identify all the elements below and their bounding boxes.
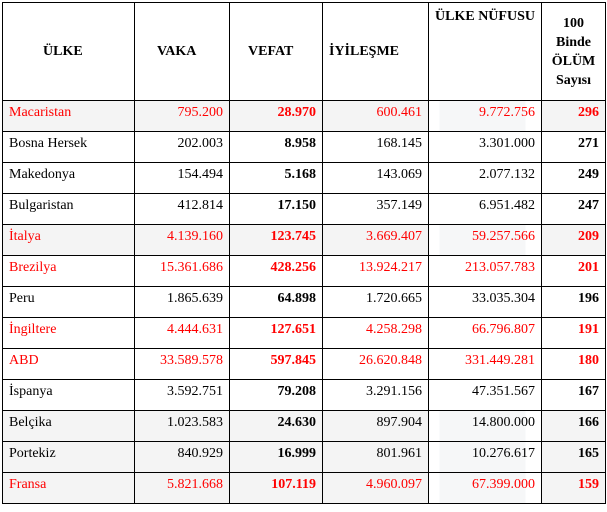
table-row	[3, 349, 606, 380]
population-cell: 3.301.000	[429, 132, 542, 163]
header-deaths: VEFAT	[230, 3, 323, 101]
recovered-cell: 143.069	[323, 163, 429, 194]
covid-statistics-table	[2, 2, 606, 504]
table-row	[3, 473, 606, 504]
recovered-cell: 1.720.665	[323, 287, 429, 318]
population-cell: 331.449.281	[429, 349, 542, 380]
table-row	[3, 132, 606, 163]
deaths-per-100k-cell: 166	[542, 411, 606, 442]
country-cell: Macaristan	[3, 101, 135, 132]
deaths-cell: 16.999	[230, 442, 323, 473]
table-row	[3, 411, 606, 442]
recovered-cell: 4.258.298	[323, 318, 429, 349]
deaths-per-100k-cell: 196	[542, 287, 606, 318]
country-cell: Bosna Hersek	[3, 132, 135, 163]
deaths-cell: 597.845	[230, 349, 323, 380]
header-country: ÜLKE	[3, 3, 135, 101]
header-deaths-per-100k	[542, 3, 606, 101]
cases-cell: 3.592.751	[135, 380, 230, 411]
table-row	[3, 380, 606, 411]
cases-cell: 4.139.160	[135, 225, 230, 256]
cases-cell: 1.023.583	[135, 411, 230, 442]
header-line: Sayısı	[555, 72, 591, 88]
recovered-cell: 897.904	[323, 411, 429, 442]
country-cell: Fransa	[3, 473, 135, 504]
header-line: ÖLÜM	[551, 53, 596, 69]
country-cell: Makedonya	[3, 163, 135, 194]
cases-cell: 202.003	[135, 132, 230, 163]
population-cell: 33.035.304	[429, 287, 542, 318]
deaths-cell: 24.630	[230, 411, 323, 442]
deaths-per-100k-cell: 180	[542, 349, 606, 380]
cases-cell: 412.814	[135, 194, 230, 225]
header-line: 100	[563, 15, 584, 31]
deaths-cell: 127.651	[230, 318, 323, 349]
recovered-cell: 168.145	[323, 132, 429, 163]
cases-cell: 154.494	[135, 163, 230, 194]
country-cell: Belçika	[3, 411, 135, 442]
recovered-cell: 13.924.217	[323, 256, 429, 287]
population-cell: 10.276.617	[429, 442, 542, 473]
country-cell: Portekiz	[3, 442, 135, 473]
country-cell: İtalya	[3, 225, 135, 256]
deaths-cell: 5.168	[230, 163, 323, 194]
table-row	[3, 287, 606, 318]
deaths-per-100k-cell: 209	[542, 225, 606, 256]
recovered-cell: 3.669.407	[323, 225, 429, 256]
table-row	[3, 101, 606, 132]
country-cell: Bulgaristan	[3, 194, 135, 225]
population-cell: 59.257.566	[429, 225, 542, 256]
deaths-per-100k-cell: 167	[542, 380, 606, 411]
table-row	[3, 194, 606, 225]
deaths-per-100k-cell: 247	[542, 194, 606, 225]
deaths-per-100k-cell: 165	[542, 442, 606, 473]
cases-cell: 5.821.668	[135, 473, 230, 504]
cases-cell: 840.929	[135, 442, 230, 473]
recovered-cell: 600.461	[323, 101, 429, 132]
country-cell: Brezilya	[3, 256, 135, 287]
table-row	[3, 318, 606, 349]
recovered-cell: 357.149	[323, 194, 429, 225]
population-cell: 2.077.132	[429, 163, 542, 194]
deaths-cell: 17.150	[230, 194, 323, 225]
country-cell: İngiltere	[3, 318, 135, 349]
recovered-cell: 26.620.848	[323, 349, 429, 380]
population-cell: 47.351.567	[429, 380, 542, 411]
header-line: Binde	[555, 34, 591, 50]
deaths-cell: 64.898	[230, 287, 323, 318]
table-row	[3, 225, 606, 256]
population-cell: 66.796.807	[429, 318, 542, 349]
population-cell: 6.951.482	[429, 194, 542, 225]
recovered-cell: 4.960.097	[323, 473, 429, 504]
country-cell: İspanya	[3, 380, 135, 411]
header-cases: VAKA	[135, 3, 230, 101]
table-row	[3, 442, 606, 473]
deaths-cell: 8.958	[230, 132, 323, 163]
deaths-cell: 107.119	[230, 473, 323, 504]
cases-cell: 795.200	[135, 101, 230, 132]
deaths-cell: 28.970	[230, 101, 323, 132]
header-population: ÜLKE NÜFUSU	[429, 3, 542, 101]
cases-cell: 15.361.686	[135, 256, 230, 287]
header-recovered: İYİLEŞME	[323, 3, 429, 101]
deaths-per-100k-cell: 201	[542, 256, 606, 287]
deaths-cell: 428.256	[230, 256, 323, 287]
population-cell: 14.800.000	[429, 411, 542, 442]
recovered-cell: 801.961	[323, 442, 429, 473]
deaths-cell: 123.745	[230, 225, 323, 256]
table-row	[3, 163, 606, 194]
table-row	[3, 256, 606, 287]
deaths-per-100k-cell: 191	[542, 318, 606, 349]
cases-cell: 33.589.578	[135, 349, 230, 380]
deaths-per-100k-cell: 249	[542, 163, 606, 194]
recovered-cell: 3.291.156	[323, 380, 429, 411]
country-cell: ABD	[3, 349, 135, 380]
deaths-cell: 79.208	[230, 380, 323, 411]
deaths-per-100k-cell: 159	[542, 473, 606, 504]
header-row	[3, 3, 606, 101]
deaths-per-100k-cell: 296	[542, 101, 606, 132]
cases-cell: 1.865.639	[135, 287, 230, 318]
population-cell: 9.772.756	[429, 101, 542, 132]
deaths-per-100k-cell: 271	[542, 132, 606, 163]
cases-cell: 4.444.631	[135, 318, 230, 349]
population-cell: 213.057.783	[429, 256, 542, 287]
country-cell: Peru	[3, 287, 135, 318]
population-cell: 67.399.000	[429, 473, 542, 504]
